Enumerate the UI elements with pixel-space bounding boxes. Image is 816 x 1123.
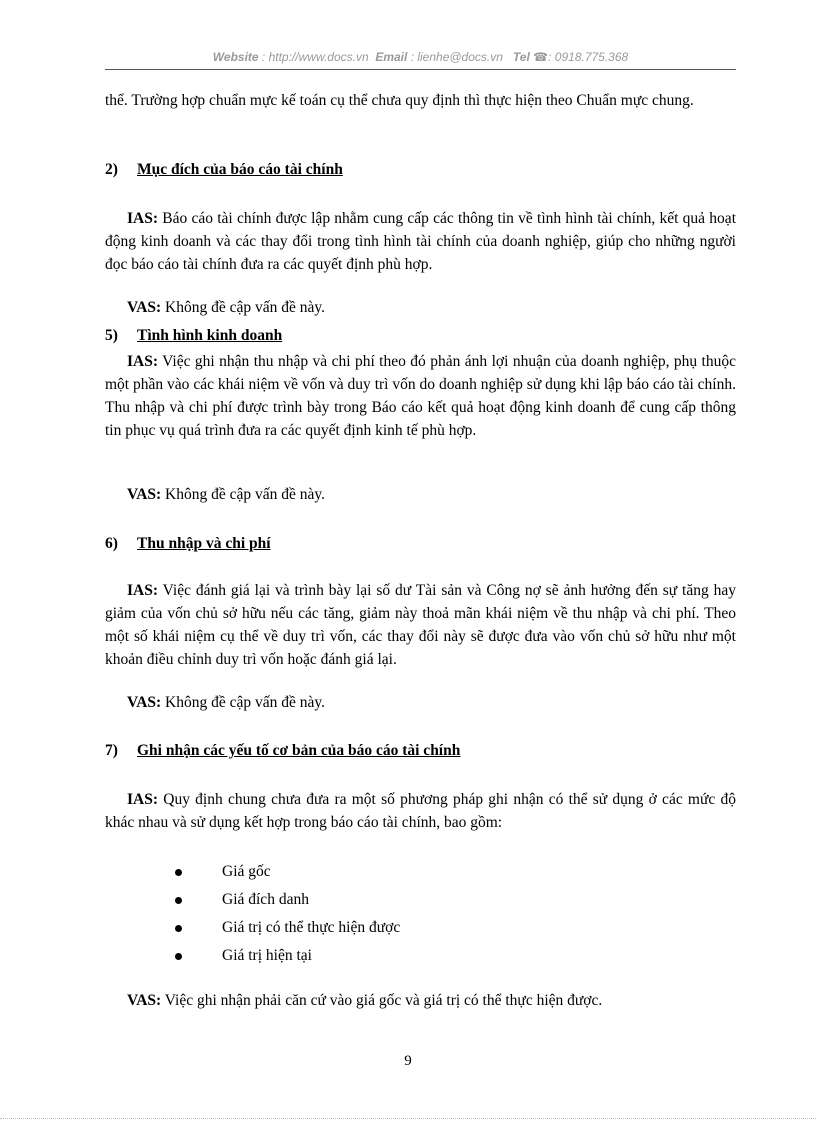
bullet-icon (175, 897, 182, 904)
vas-text: Không đề cập vấn đề này. (165, 694, 326, 711)
vas-label: VAS: (127, 992, 162, 1009)
section-number: 6) (105, 535, 118, 552)
email-value: : lienhe@docs.vn (410, 50, 503, 64)
ias-label: IAS: (127, 210, 159, 227)
vas-text: Không đề cập vấn đề này. (165, 299, 326, 316)
section-2-vas-paragraph (105, 296, 736, 319)
ias-label: IAS: (127, 582, 159, 599)
vas-label: VAS: (127, 694, 162, 711)
page-bottom-border (0, 1118, 816, 1119)
ias-text: Báo cáo tài chính được lập nhằm cung cấp các thông tin về tình hình tài chính, kết quả hoạt động kinh doanh và các thay đổi trong tình hình tài chính của doanh nghiệp, giúp cho những người đọc báo cáo tài chính đưa ra các quyết định phù hợp. (105, 210, 736, 273)
list-item: Giá trị có thể thực hiện được (175, 914, 400, 942)
list-item: Giá gốc (175, 858, 400, 886)
section-7-vas-paragraph (105, 989, 736, 1012)
tel-label: Tel (512, 50, 530, 64)
ias-text: Việc đánh giá lại và trình bày lại số dư Tài sản và Công nợ sẽ ảnh hưởng đến sự tăng hay giảm của vốn chủ sở hữu nếu các tăng, giảm này thoả mãn khái niệm về thu nhập và chi phí. Theo một số khái niệm cụ thể về duy trì vốn, các thay đổi này sẽ được đưa vào vốn chủ sở hữu như một khoản điều chỉnh duy trì vốn hoặc đánh giá lại. (105, 582, 736, 668)
section-2-heading (105, 159, 343, 181)
vas-label: VAS: (127, 486, 162, 503)
page-number: 9 (404, 1053, 412, 1069)
section-6-ias-paragraph (105, 579, 736, 671)
section-5-ias-paragraph (105, 350, 736, 442)
tel-value: : 0918.775.368 (548, 50, 629, 64)
ias-label: IAS: (127, 353, 159, 370)
vas-text: Không đề cập vấn đề này. (165, 486, 326, 503)
section-number: 5) (105, 327, 118, 344)
section-title: Thu nhập và chi phí (137, 535, 271, 552)
list-item: Giá trị hiện tại (175, 942, 400, 970)
section-title: Tình hình kinh doanh (137, 327, 283, 344)
ias-label: IAS: (127, 791, 159, 808)
email-label: Email (375, 50, 408, 64)
section-title: Ghi nhận các yếu tố cơ bản của báo cáo tài chính (137, 742, 461, 759)
section-number: 7) (105, 742, 118, 759)
website-label: Website (212, 50, 259, 64)
section-number: 2) (105, 161, 118, 178)
section-2-ias-paragraph (105, 207, 736, 276)
section-6-heading (105, 533, 271, 555)
list-item: Giá đích danh (175, 886, 400, 914)
section-5-vas-paragraph (105, 483, 736, 506)
section-6-vas-paragraph (105, 691, 736, 714)
phone-icon: ☎ (533, 50, 549, 64)
header-divider (105, 69, 736, 70)
vas-label: VAS: (127, 299, 162, 316)
bullet-icon (175, 869, 182, 876)
vas-text: Việc ghi nhận phải căn cứ vào giá gốc và giá trị có thể thực hiện được. (164, 992, 603, 1009)
bullet-icon (175, 925, 182, 932)
ias-text: Quy định chung chưa đưa ra một số phương pháp ghi nhận có thể sử dụng ở các mức độ khác nhau và sử dụng kết hợp trong báo cáo tài chính, bao gồm: (105, 791, 736, 831)
valuation-bullet-list (175, 858, 400, 970)
website-value: : http://www.docs.vn (261, 50, 369, 64)
intro-paragraph: thể. Trường hợp chuẩn mực kế toán cụ thể chưa quy định thì thực hiện theo Chuẩn mực chung. (105, 92, 694, 109)
page-header (105, 50, 736, 70)
bullet-icon (175, 953, 182, 960)
section-5-heading (105, 325, 282, 347)
section-7-ias-paragraph (105, 788, 736, 834)
section-title: Mục đích của báo cáo tài chính (137, 161, 343, 178)
ias-text: Việc ghi nhận thu nhập và chi phí theo đó phản ánh lợi nhuận của doanh nghiệp, phụ thuộc một phần vào các khái niệm về vốn và duy trì vốn do doanh nghiệp sử dụng khi lập báo cáo tài chính. Thu nhập và chi phí được trình bày trong Báo cáo kết quả hoạt động kinh doanh để cung cấp thông tin phục vụ quá trình đưa ra các quyết định kinh tế phù hợp. (105, 353, 736, 439)
section-7-heading (105, 740, 460, 762)
